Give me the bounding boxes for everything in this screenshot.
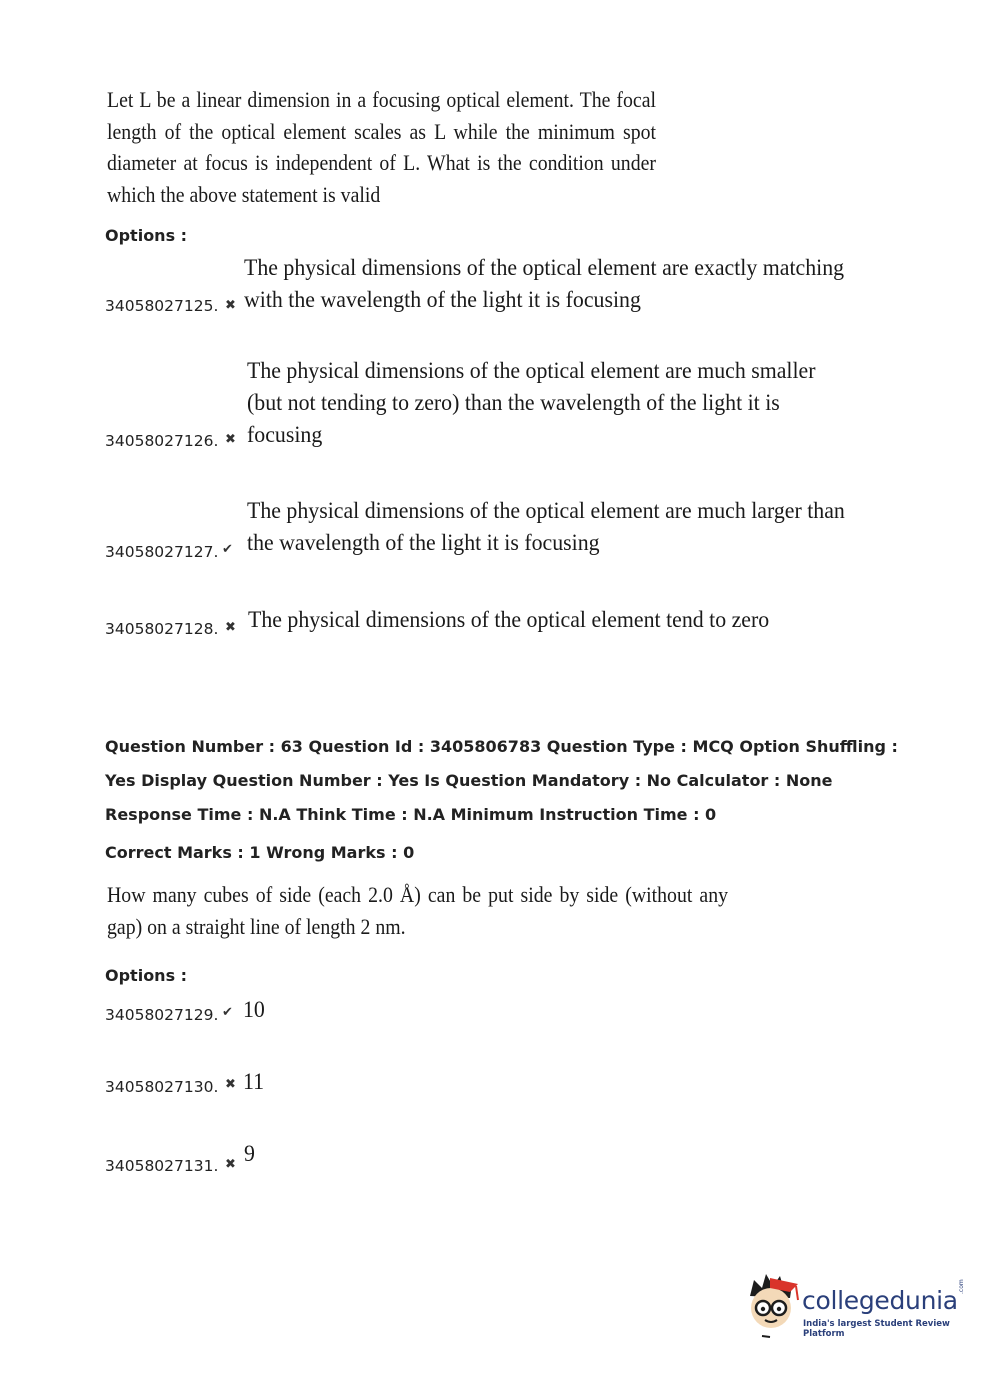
check-icon: ✔ (222, 1005, 233, 1020)
option-text: The physical dimensions of the optical element are much smaller (but not tending to zero) than the wavelength of the light it is focusing (247, 358, 816, 447)
option-id: 34058027128. (105, 620, 219, 638)
mascot-icon (740, 1270, 802, 1342)
cross-icon: ✖ (225, 432, 236, 447)
logo-suffix: .com (958, 1279, 965, 1294)
options-label: Options : (105, 966, 188, 985)
option-text: The physical dimensions of the optical element are exactly matching with the wavelength of the light it is focusing (244, 255, 845, 312)
question-meta: Question Number : 63 Question Id : 3405806783 Question Type : MCQ Option Shuffling : Yes Display Question Number : Yes Is Question Mandatory : No Calculator : None Response Time : N.A Think Time : N.A Minimum Instruction Time : 0 (105, 737, 898, 824)
cross-icon: ✖ (225, 1077, 236, 1092)
marks-info: Correct Marks : 1 Wrong Marks : 0 (105, 843, 415, 862)
cross-icon: ✖ (225, 298, 236, 313)
option-id: 34058027126. (105, 432, 219, 450)
check-icon: ✔ (222, 542, 233, 557)
option-text: 9 (244, 1141, 255, 1166)
cross-icon: ✖ (225, 1157, 236, 1172)
option-text: The physical dimensions of the optical element are much larger than the wavelength of the light it is focusing (247, 498, 845, 555)
option-text: The physical dimensions of the optical element tend to zero (248, 607, 770, 632)
option-text: 11 (243, 1069, 265, 1094)
question-text: How many cubes of side (each 2.0 Å) can be put side by side (without any gap) on a straight line of length 2 nm. (107, 882, 728, 939)
option-id: 34058027129. (105, 1006, 219, 1024)
option-id: 34058027127. (105, 543, 219, 561)
cross-icon: ✖ (225, 620, 236, 635)
option-text: 10 (243, 997, 265, 1022)
logo-tagline: India's largest Student Review Platform (803, 1319, 950, 1339)
option-id: 34058027131. (105, 1157, 219, 1175)
logo-wordmark: collegedunia (802, 1286, 958, 1315)
option-id: 34058027130. (105, 1078, 219, 1096)
option-id: 34058027125. (105, 297, 219, 315)
question-text: Let L be a linear dimension in a focusing optical element. The focal length of the optical element scales as L while the minimum spot diameter at focus is independent of L. What is the condition under which the above statement is valid (107, 87, 656, 207)
collegedunia-logo (740, 1270, 970, 1350)
options-label: Options : (105, 226, 188, 245)
